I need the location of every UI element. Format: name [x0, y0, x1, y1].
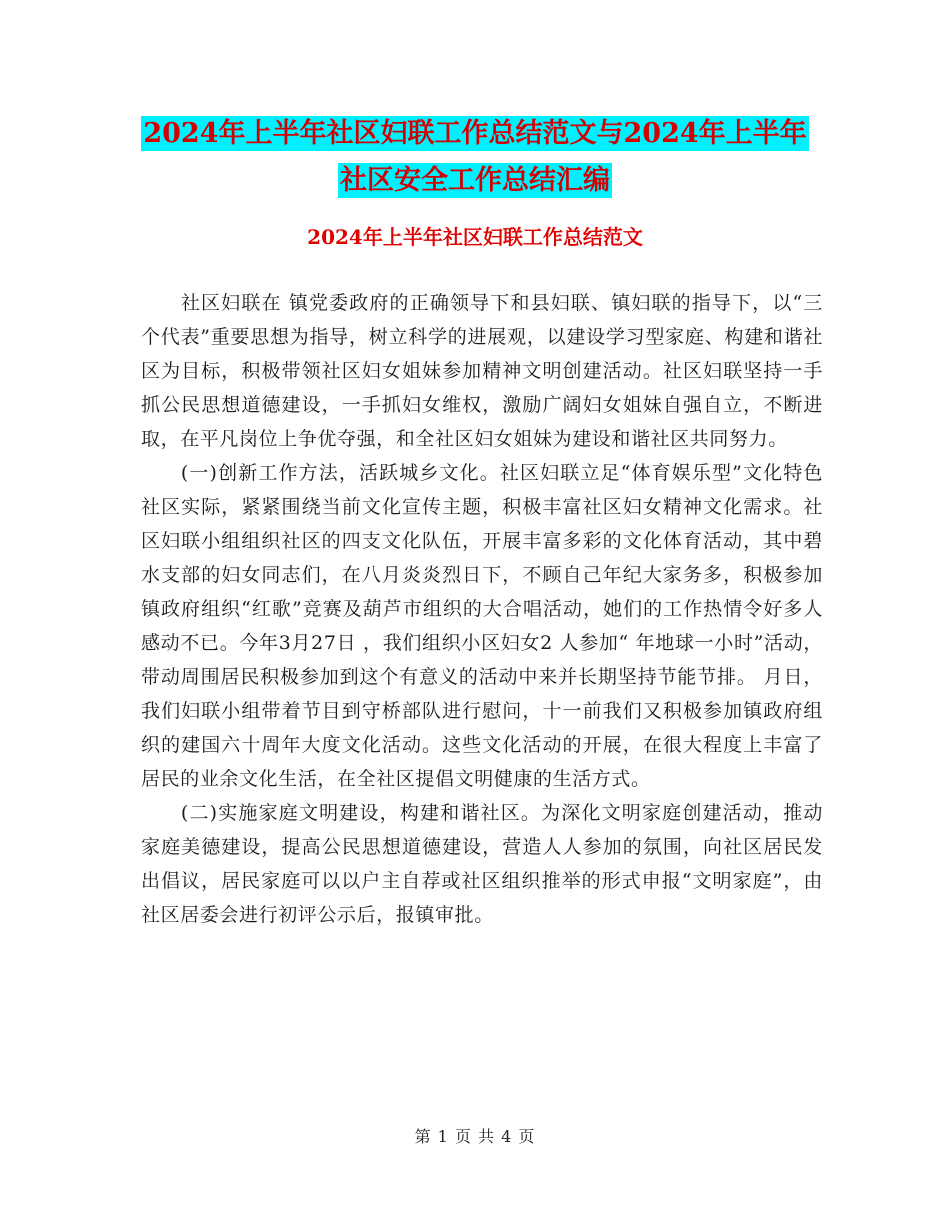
- document-title-line1: 2024年上半年社区妇联工作总结范文与2024年上半年: [143, 118, 807, 149]
- document-title: [0, 110, 950, 204]
- paragraph: (一)创新工作方法，活跃城乡文化。社区妇联立足“体育娱乐型”文化特色社区实际，紧紧围绕当前文化宣传主题，积极丰富社区妇女精神文化需求。社区妇联小组组织社区的四支文化队伍，开展丰富多彩的文化体育活动，其中碧水支部的妇女同志们，在八月炎炎烈日下，不顾自己年纪大家务多，积极参加镇政府组织“红歌”竞赛及葫芦市组织的大合唱活动，她们的工作热情令好多人感动不已。今年3月27日 ，我们组织小区妇女2 人参加“ 年地球一小时”活动，带动周围居民积极参加到这个有意义的活动中来并长期坚持节能节排。 月日，我们妇联小组带着节目到守桥部队进行慰问，十一前我们又积极参加镇政府组织的建国六十周年大度文化活动。这些文化活动的开展，在很大程度上丰富了居民的业余文化生活，在全社区提倡文明健康的生活方式。: [141, 462, 823, 790]
- section-title: 2024年上半年社区妇联工作总结范文: [307, 225, 643, 249]
- document-title-line2: 社区安全工作总结汇编: [340, 165, 610, 196]
- page-number: 第 1 页 共 4 页: [414, 1127, 536, 1146]
- paragraph: 社区妇联在 镇党委政府的正确领导下和县妇联、镇妇联的指导下，以“三个代表”重要思想为指导，树立科学的进展观，以建设学习型家庭、构建和谐社区为目标，积极带领社区妇女姐妹参加精神文明创建活动。社区妇联坚持一手抓公民思想道德建设，一手抓妇女维权，激励广阔妇女姐妹自强自立，不断进取，在平凡岗位上争优夺强，和全社区妇女姐妹为建设和谐社区共同努力。: [141, 292, 823, 450]
- document-body: [141, 286, 823, 932]
- paragraph: (二)实施家庭文明建设，构建和谐社区。为深化文明家庭创建活动，推动家庭美德建设，提高公民思想道德建设，营造人人参加的氛围，向社区居民发出倡议，居民家庭可以以户主自荐或社区组织推举的形式申报“文明家庭”，由社区居委会进行初评公示后，报镇审批。: [141, 802, 823, 926]
